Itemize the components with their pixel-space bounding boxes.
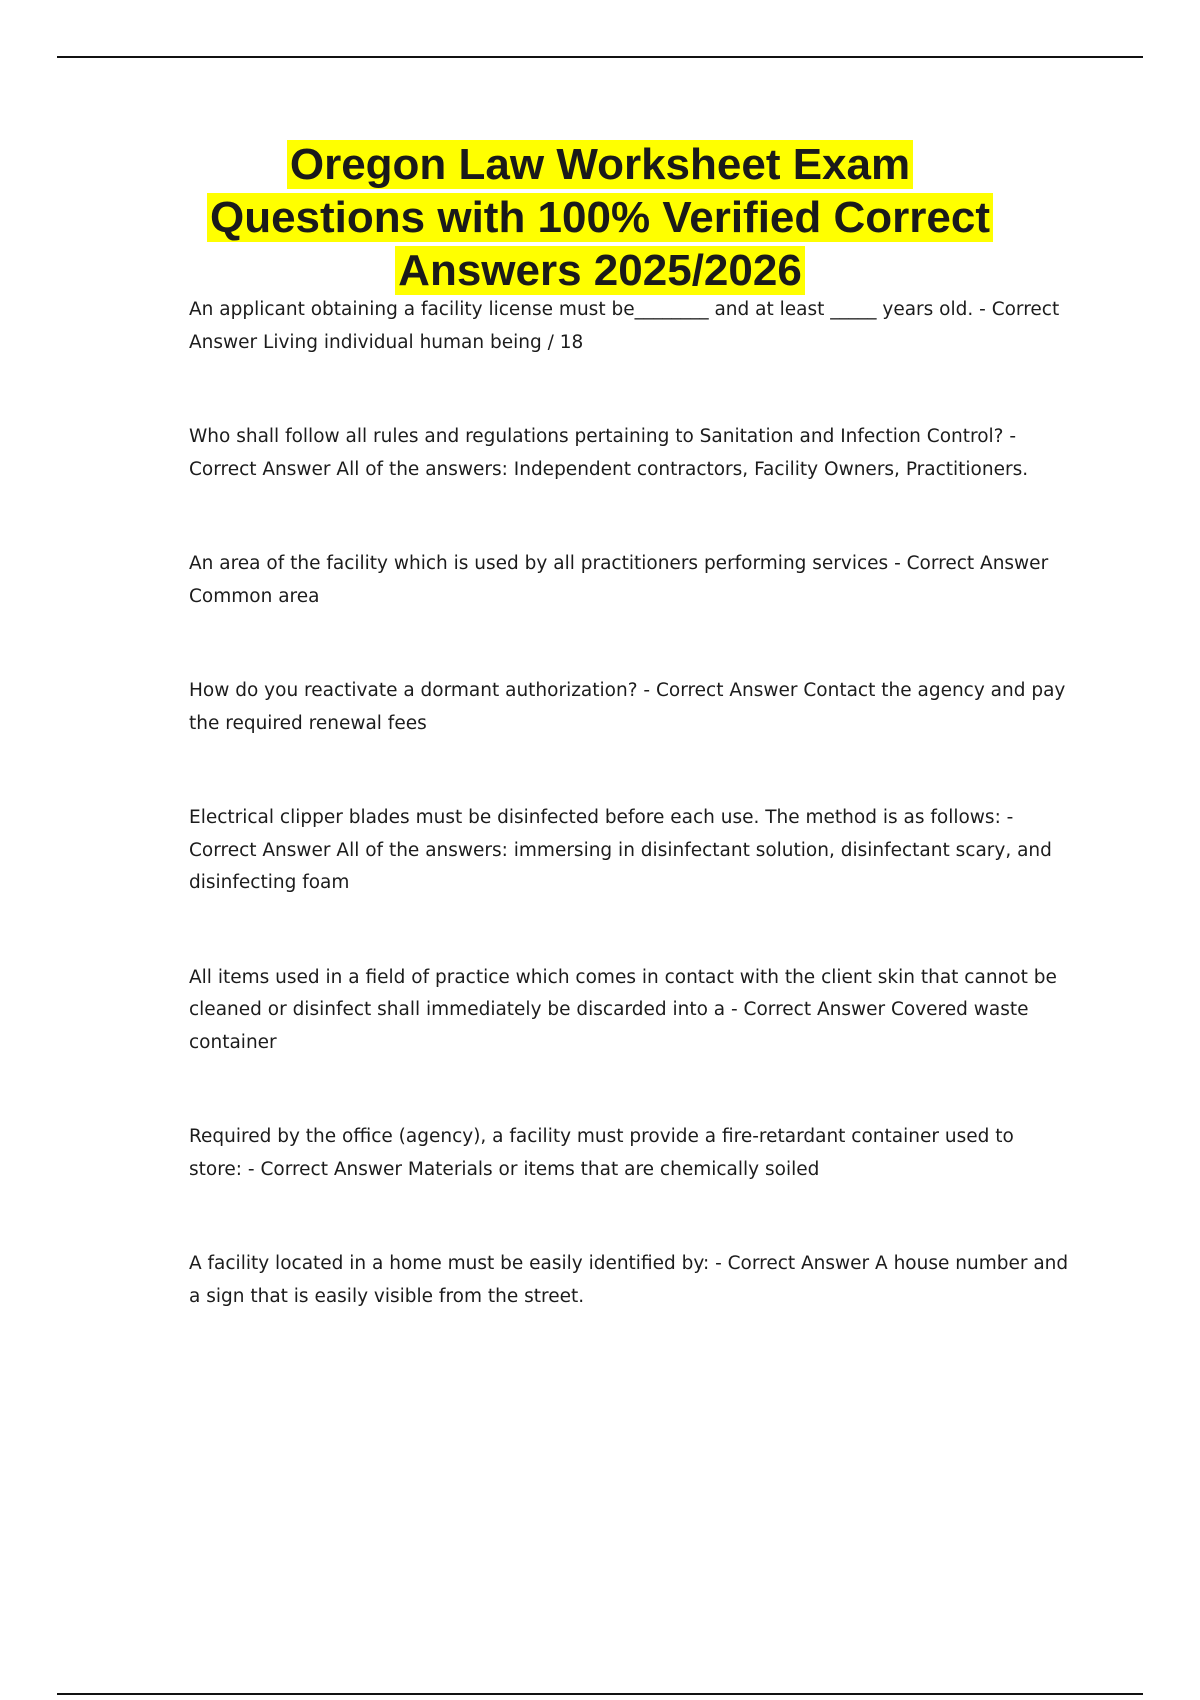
title-line-2: Questions with 100% Verified Correct (207, 193, 993, 242)
footer-rule (57, 1693, 1143, 1695)
question-answer-list (189, 294, 1069, 1313)
qa-item-clipper-blades: Electrical clipper blades must be disinfected before each use. The method is as follows: - Correct Answer All of the answers: immersing in disinfectant solution, disinfectant scary, and disinfecting foam (189, 807, 1052, 893)
qa-item-dormant-authorization: How do you reactivate a dormant authorization? - Correct Answer Contact the agency and pay the required renewal fees (189, 680, 1066, 734)
document-title (150, 138, 1050, 297)
qa-item-sanitation-rules: Who shall follow all rules and regulations pertaining to Sanitation and Infection Control? - Correct Answer All of the answers: Independent contractors, Facility Owners, Practitioners. (189, 426, 1029, 480)
qa-item-home-facility: A facility located in a home must be easily identified by: - Correct Answer A house number and a sign that is easily visible from the street. (189, 1253, 1069, 1307)
qa-item-discarded-items: All items used in a field of practice which comes in contact with the client skin that cannot be cleaned or disinfect shall immediately be discarded into a - Correct Answer Covered waste container (189, 966, 1057, 1053)
qa-item-facility-license: An applicant obtaining a facility license must be________ and at least _____ years old. - Correct Answer Living individual human being / 18 (189, 299, 1060, 353)
title-line-3: Answers 2025/2026 (395, 246, 805, 295)
qa-item-common-area: An area of the facility which is used by all practitioners performing services - Correct Answer Common area (189, 553, 1049, 607)
title-line-1: Oregon Law Worksheet Exam (287, 140, 913, 189)
header-rule (57, 56, 1143, 58)
qa-item-fire-retardant-container: Required by the office (agency), a facility must provide a fire-retardant container used to store: - Correct Answer Materials or items that are chemically soiled (189, 1126, 1014, 1180)
